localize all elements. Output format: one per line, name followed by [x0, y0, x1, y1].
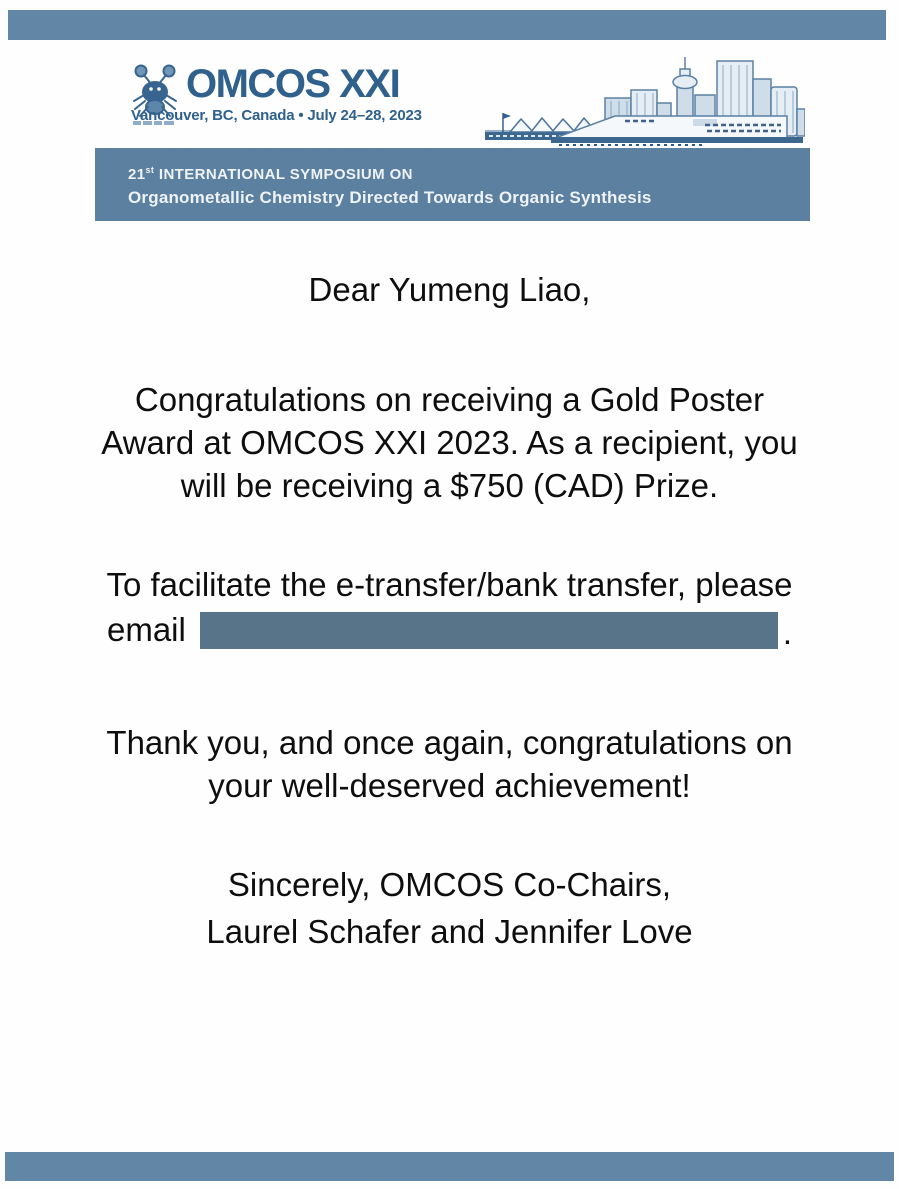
- paragraph-award-line-3: will be receiving a $750 (CAD) Prize.: [180, 467, 719, 504]
- email-prefix-text: email: [106, 611, 186, 648]
- signoff-block: [0, 861, 899, 955]
- signoff-line-2: Laurel Schafer and Jennifer Love: [206, 913, 693, 950]
- banner-text: [128, 159, 652, 210]
- top-scan-bar: [8, 10, 886, 40]
- paragraph-transfer-line-1: To facilitate the e-transfer/bank transfer, please: [106, 566, 793, 603]
- paragraph-thanks-line-1: Thank you, and once again, congratulations on: [106, 724, 793, 761]
- scan-noise-texture: [5, 1152, 894, 1181]
- paragraph-award: [0, 378, 899, 507]
- signoff-line-1: Sincerely, OMCOS Co-Chairs,: [227, 866, 672, 903]
- scan-noise-texture: [8, 10, 886, 40]
- banner-line-1: 21st INTERNATIONAL SYMPOSIUM ON: [128, 165, 413, 183]
- banner-line-2: Organometallic Chemistry Directed Towards Organic Synthesis: [128, 188, 652, 207]
- logo-title: OMCOS XXI: [186, 62, 400, 106]
- redacted-email-box: [200, 612, 778, 649]
- omcos-logo: [127, 62, 422, 128]
- paragraph-award-line-2: Award at OMCOS XXI 2023. As a recipient, you: [101, 424, 798, 461]
- paragraph-transfer-line-2: [0, 605, 899, 655]
- bottom-scan-bar: [5, 1152, 894, 1181]
- sentence-period: .: [782, 614, 793, 651]
- paragraph-award-line-1: Congratulations on receiving a Gold Poster: [134, 381, 765, 418]
- paragraph-thanks: [0, 721, 899, 807]
- paragraph-thanks-line-2: your well-deserved achievement!: [208, 767, 691, 804]
- greeting-line: Dear Yumeng Liao,: [308, 271, 591, 308]
- logo-subtitle: Vancouver, BC, Canada • July 24–28, 2023: [131, 107, 422, 124]
- vancouver-skyline-illustration: [455, 53, 805, 148]
- symposium-banner: [95, 148, 810, 221]
